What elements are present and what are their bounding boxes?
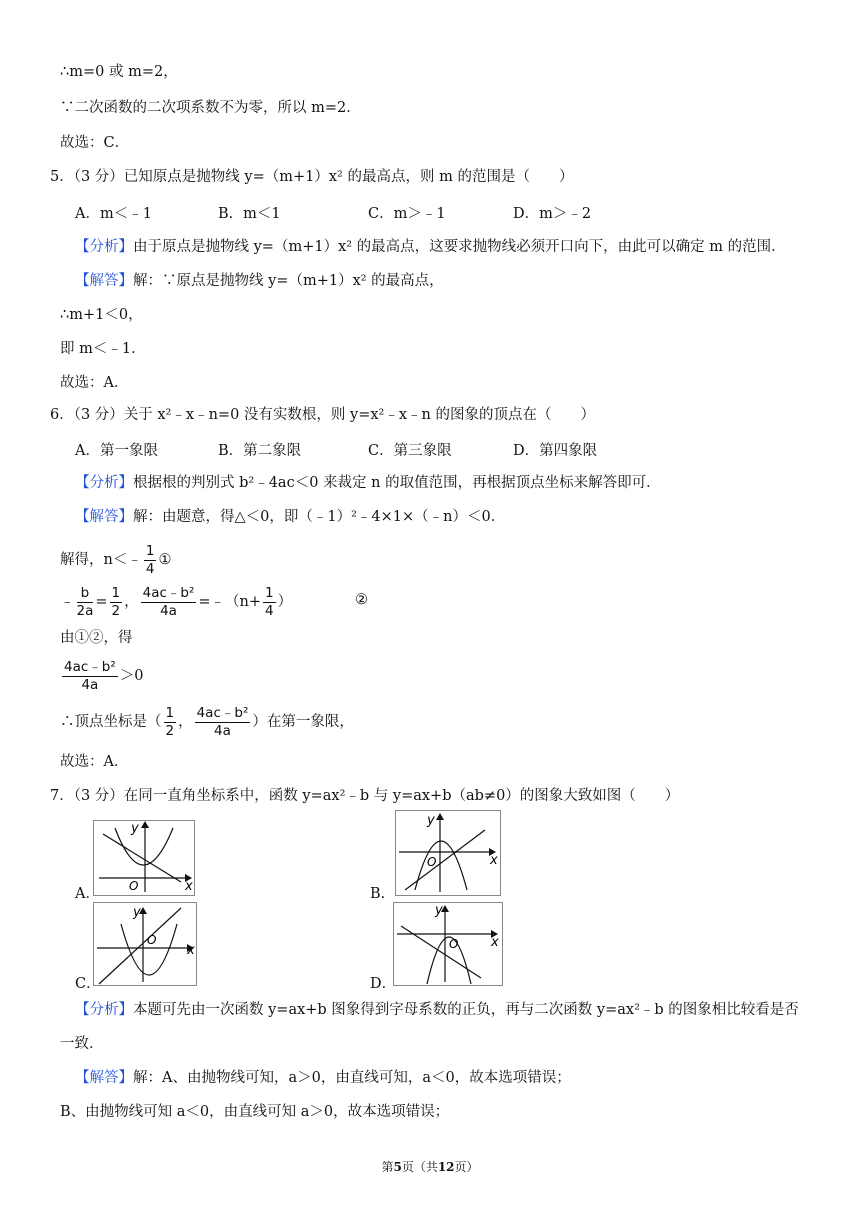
frac-num: 1 [111, 584, 121, 601]
footer-post: 页） [454, 1160, 479, 1174]
equals-negative: =﹣（n+ [198, 594, 262, 610]
q5-analysis-text: 由于原点是抛物线 y=（m+1）x² 的最高点，这要求抛物线必须开口向下，由此可以确定 m 的范围． [133, 239, 786, 255]
frac-num: 4ac﹣b² [142, 584, 195, 601]
origin-label: O [449, 937, 459, 951]
q5-step-1: ∴m+1＜0， [60, 307, 143, 323]
page-number: 5 [393, 1160, 402, 1174]
vertex-prefix: ∴顶点坐标是（ [60, 714, 162, 730]
q5-step-3: 故选：A． [60, 375, 129, 391]
axis-label-x: x [187, 943, 195, 958]
q7-graph-d [393, 902, 503, 986]
vertex-suffix: ）在第一象限， [252, 714, 354, 730]
q7-graph-c [93, 902, 197, 986]
axis-label-y: y [435, 903, 443, 918]
fraction-b-over-2a [77, 585, 94, 620]
prev-line-2: ∵二次函数的二次项系数不为零，所以 m=2． [60, 100, 361, 116]
analysis-tag: 【分析】 [75, 1002, 133, 1018]
q7-answer-cont: B、由抛物线可知 a＜0，由直线可知 a＞0，故本选项错误； [60, 1104, 450, 1120]
frac-den: 4 [265, 602, 274, 619]
q6-vertex-formula-line [60, 584, 292, 620]
minus-sign: ﹣ [60, 594, 75, 610]
q5-step-2: 即 m＜﹣1． [60, 341, 146, 357]
q5-stem: 5．（3 分）已知原点是抛物线 y=（m+1）x² 的最高点，则 m 的范围是（ ） [50, 169, 574, 185]
axis-label-x: x [185, 879, 193, 894]
q6-option-a: A．第一象限 [75, 443, 158, 459]
q6-inequality-line [60, 658, 144, 694]
fraction-4ac-b2-over-4a [141, 585, 197, 620]
origin-label: O [427, 855, 437, 869]
q7-graph-label-a: A． [75, 886, 100, 902]
q6-answer-text: 解：由题意，得△＜0，即（﹣1）²﹣4×1×（﹣n）＜0． [133, 509, 506, 525]
q7-graph-label-d: D． [370, 976, 397, 992]
q5-answer-text: 解：∵原点是抛物线 y=（m+1）x² 的最高点， [133, 273, 444, 289]
q6-solve-line [60, 542, 171, 578]
q5-analysis [75, 237, 786, 257]
q7-graph-label-c: C． [75, 976, 101, 992]
q5-option-d: D．m＞﹣2 [513, 206, 592, 222]
frac-num: 1 [265, 584, 274, 601]
q6-from-line: 由①②，得 [60, 630, 133, 646]
equals-sign: = [95, 594, 108, 610]
answer-tag: 【解答】 [75, 509, 133, 525]
fraction-one-half [164, 705, 177, 740]
fraction-one-quarter [144, 543, 157, 578]
q6-stem: 6．（3 分）关于 x²﹣x﹣n=0 没有实数根，则 y=x²﹣x﹣n 的图象的顶点在（ ） [50, 407, 595, 423]
frac-den: 4a [81, 676, 99, 693]
frac-den: 4a [214, 722, 231, 739]
q7-graph-label-b: B． [370, 886, 396, 902]
fraction-4ac-b2-over-4a [195, 705, 251, 740]
q6-answer [75, 507, 505, 527]
close-paren: ） [277, 594, 293, 610]
q7-stem: 7．（3 分）在同一直角坐标系中，函数 y=ax²﹣b 与 y=ax+b（ab≠0）的图象大致如图（ ） [50, 788, 680, 804]
fraction-one-quarter [263, 585, 276, 620]
q6-analysis [75, 473, 661, 493]
q5-option-b: B．m＜1 [218, 206, 281, 222]
axis-label-y: y [133, 905, 141, 920]
axis-label-x: x [490, 853, 498, 868]
solve-prefix: 解得，n＜﹣ [60, 552, 142, 568]
axis-label-y: y [427, 813, 435, 828]
fraction-one-half [110, 585, 123, 620]
circled-one: ① [158, 552, 172, 568]
comma: ， [178, 714, 193, 730]
q7-answer [75, 1068, 571, 1088]
frac-den: 2 [165, 722, 175, 739]
frac-den: 4 [145, 560, 155, 577]
frac-num: b [77, 585, 94, 603]
frac-num: 4ac﹣b² [64, 658, 116, 675]
total-pages: 12 [437, 1160, 455, 1174]
frac-num: 1 [145, 542, 155, 559]
frac-num: 1 [165, 704, 175, 721]
circled-two: ② [355, 592, 368, 608]
q6-vertex-line [60, 704, 354, 740]
footer-pre: 第 [381, 1160, 394, 1174]
q6-analysis-text: 根据根的判别式 b²﹣4ac＜0 来裁定 n 的取值范围，再根据顶点坐标来解答即可． [133, 475, 661, 491]
frac-den: 2 [111, 602, 121, 619]
q7-graph-a [93, 820, 195, 896]
q6-option-d: D．第四象限 [513, 443, 598, 459]
prev-line-1: ∴m=0 或 m=2， [60, 64, 178, 80]
answer-tag: 【解答】 [75, 273, 133, 289]
axis-label-y: y [131, 821, 139, 836]
origin-label: O [147, 933, 157, 947]
axis-label-x: x [491, 935, 499, 950]
fraction-4ac-b2-over-4a [62, 659, 118, 694]
q5-option-c: C．m＞﹣1 [368, 206, 446, 222]
page-footer [0, 1158, 860, 1175]
q6-option-b: B．第二象限 [218, 443, 302, 459]
analysis-tag: 【分析】 [75, 475, 133, 491]
answer-tag: 【解答】 [75, 1070, 133, 1086]
q6-option-c: C．第三象限 [368, 443, 452, 459]
frac-den: 4a [160, 602, 177, 619]
q7-analysis-cont: 一致． [60, 1036, 104, 1052]
greater-than-zero: ＞0 [119, 668, 144, 684]
q5-answer [75, 271, 444, 291]
comma: ， [124, 594, 139, 610]
footer-mid: 页（共 [401, 1160, 438, 1174]
frac-num: 4ac﹣b² [196, 704, 249, 721]
q5-option-a: A．m＜﹣1 [75, 206, 152, 222]
q7-graph-b [395, 810, 501, 896]
origin-label: O [129, 879, 139, 893]
q6-choose: 故选：A． [60, 754, 129, 770]
prev-line-3: 故选：C． [60, 135, 130, 151]
q7-answer-text: 解：A、由抛物线可知，a＞0，由直线可知，a＜0，故本选项错误； [133, 1070, 571, 1086]
analysis-tag: 【分析】 [75, 239, 133, 255]
q7-analysis [75, 1000, 799, 1020]
frac-den: 2a [76, 602, 94, 619]
q7-analysis-text: 本题可先由一次函数 y=ax+b 图象得到字母系数的正负，再与二次函数 y=ax²﹣b 的图象相比较看是否 [133, 1002, 799, 1018]
